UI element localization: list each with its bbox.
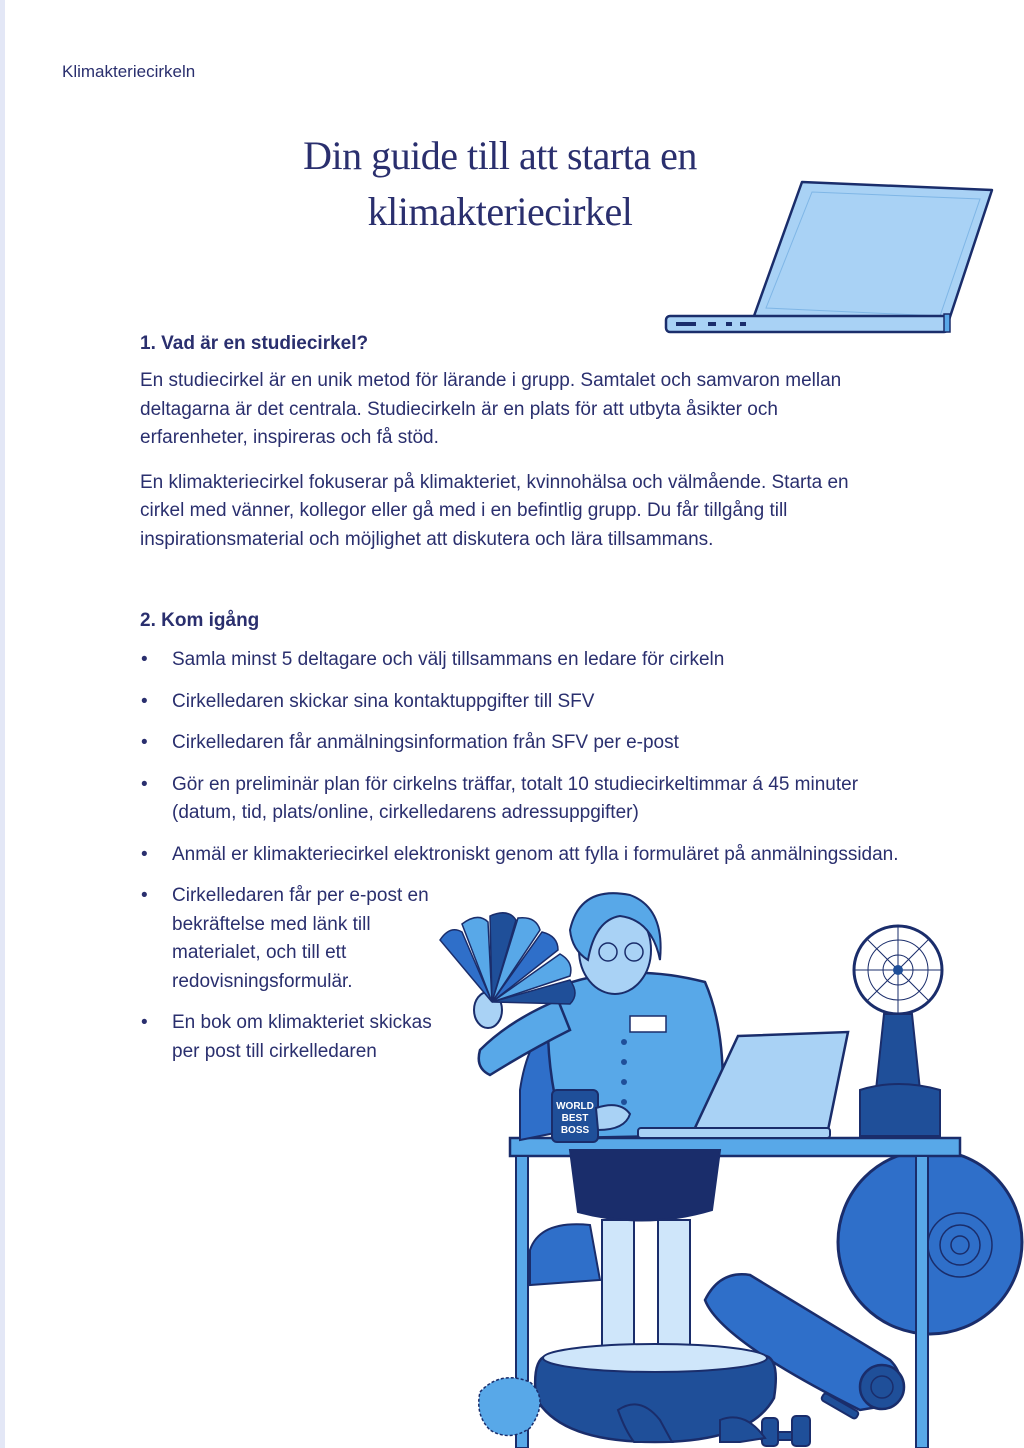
page-edge <box>0 0 5 1448</box>
page-title-line-2: klimakteriecirkel <box>367 189 633 234</box>
section-what-is-study-circle <box>140 333 880 570</box>
mug-text-line-1: WORLD <box>556 1101 594 1112</box>
paragraph: En studiecirkel är en unik metod för lärande i grupp. Samtalet och samvaron mellan deltagarna är det centrala. Studiecirkeln är en plats för att utbyta åsikter och erfarenheter, inspireras och få stöd. <box>140 370 842 448</box>
hand-fan <box>440 913 575 1004</box>
list-item: • Anmäl er klimakteriecirkel elektroniskt genom att fylla i formuläret på anmälningssidan. <box>140 841 900 870</box>
list-item: • Gör en preliminär plan för cirkelns träffar, totalt 10 studiecirkeltimmar á 45 minuter (datum, tid, plats/online, cirkelledarens adressuppgifter) <box>140 771 900 828</box>
list-item: • Cirkelledaren skickar sina kontaktuppgifter till SFV <box>140 688 900 717</box>
feather-scarf <box>479 1378 540 1436</box>
paragraph: En klimakteriecirkel fokuserar på klimakteriet, kvinnohälsa och välmående. Starta en cirkel med vänner, kollegor eller gå med i en befintlig grupp. Du får tillgång till inspirationsmaterial och möjlighet att diskutera och lära tillsammans. <box>140 471 849 550</box>
section-heading: 1. Vad är en studiecirkel? <box>140 333 369 354</box>
section-heading: 2. Kom igång <box>140 610 260 631</box>
high-heel-shoe <box>720 1417 765 1442</box>
mug-text-line-2: BEST <box>561 1113 589 1124</box>
page-title-line-1: Din guide till att starta en <box>303 133 697 178</box>
running-header: Klimakteriecirkeln <box>62 62 196 81</box>
list-item: • Samla minst 5 deltagare och välj tillsammans en ledare för cirkeln <box>140 646 900 675</box>
laptop-illustration <box>662 178 1002 338</box>
fitness-ball <box>838 1150 1022 1334</box>
mug-text-line-3: BOSS <box>560 1125 590 1136</box>
woman-at-desk-illustration <box>420 890 1024 1448</box>
list-item: • Cirkelledaren får anmälningsinformation från SFV per e-post <box>140 729 900 758</box>
list-item: • En bok om klimakteriet skickas per post till cirkelledaren <box>140 1009 442 1066</box>
name-badge <box>630 1016 666 1032</box>
list-item: • Cirkelledaren får per e-post en bekräftelse med länk till materialet, och till ett redovisningsformulär. <box>140 882 442 996</box>
